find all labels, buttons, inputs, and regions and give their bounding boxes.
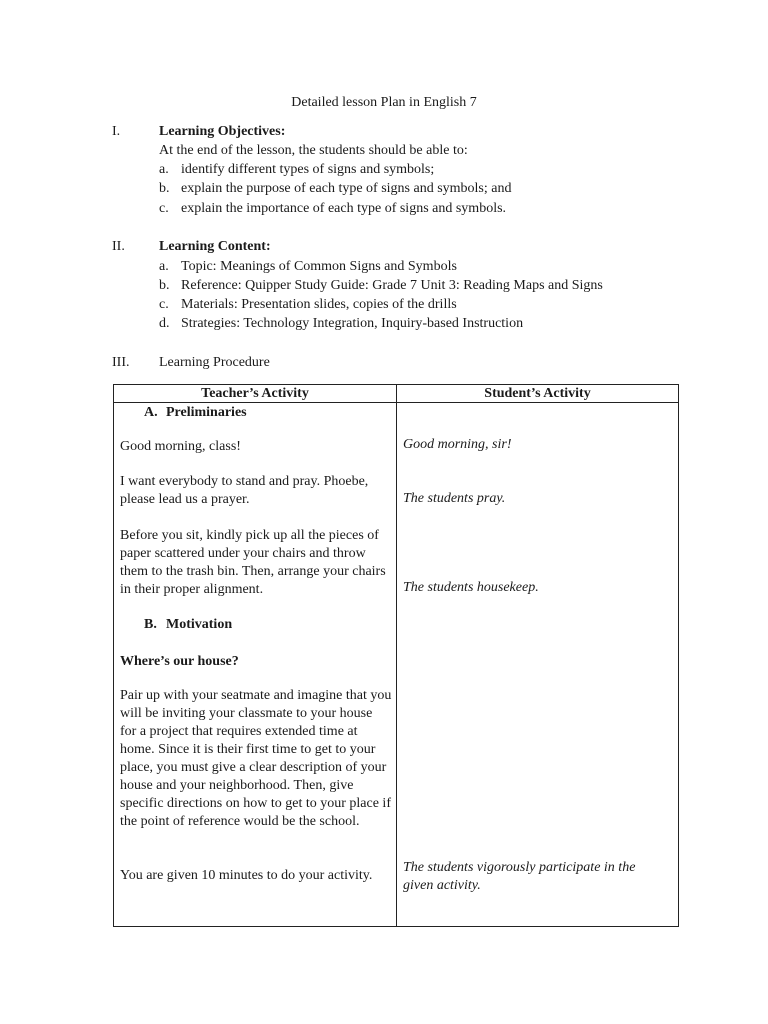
- subheading-letter: B.: [144, 617, 157, 632]
- preliminaries-subheading: [144, 404, 247, 422]
- section-heading: Learning Objectives:: [159, 124, 286, 139]
- subheading-letter: A.: [144, 405, 158, 420]
- list-marker: c.: [159, 201, 169, 216]
- student-prayer-response: The students pray.: [403, 491, 506, 506]
- activity-title: Where’s our house?: [120, 654, 239, 669]
- activity-instructions: Pair up with your seatmate and imagine that you will be inviting your classmate to your house for a project that requires extended time at home. Since it is their first time to get to your place, you must give a clear description of your house and your neighborhood. Then, give specific directions on how to get to your place if the point of reference would be the school.: [120, 688, 392, 829]
- section-numeral: II.: [112, 239, 125, 254]
- list-marker: a.: [159, 259, 169, 274]
- list-marker: d.: [159, 316, 170, 331]
- student-housekeeping-response: The students housekeep.: [403, 580, 539, 595]
- teacher-housekeeping-instruction: Before you sit, kindly pick up all the pieces of paper scattered under your chairs and throw them to the trash bin. Then, arrange your chairs in their proper alignment.: [120, 528, 386, 597]
- student-activity-header: Student’s Activity: [397, 385, 679, 403]
- list-item: explain the purpose of each type of signs and symbols; and: [181, 181, 512, 196]
- teacher-greeting: Good morning, class!: [120, 439, 241, 454]
- procedure-table: [113, 384, 679, 927]
- subheading-label: Preliminaries: [166, 405, 247, 420]
- teacher-prayer-instruction: I want everybody to stand and pray. Phoebe, please lead us a prayer.: [120, 474, 369, 507]
- list-item: Reference: Quipper Study Guide: Grade 7 Unit 3: Reading Maps and Signs: [181, 278, 603, 293]
- list-item: Materials: Presentation slides, copies of the drills: [181, 297, 457, 312]
- section-heading: Learning Content:: [159, 239, 271, 254]
- list-marker: b.: [159, 181, 170, 196]
- activity-time-limit: You are given 10 minutes to do your activity.: [120, 868, 373, 883]
- table-header-row: [114, 385, 679, 403]
- objectives-intro: At the end of the lesson, the students should be able to:: [159, 143, 468, 158]
- document-title: Detailed lesson Plan in English 7: [291, 95, 477, 110]
- section-heading: Learning Procedure: [159, 355, 270, 370]
- list-item: Topic: Meanings of Common Signs and Symbols: [181, 259, 457, 274]
- list-item: explain the importance of each type of signs and symbols.: [181, 201, 507, 216]
- list-marker: c.: [159, 297, 169, 312]
- motivation-subheading: [144, 616, 232, 634]
- list-marker: a.: [159, 162, 169, 177]
- list-item: Strategies: Technology Integration, Inquiry-based Instruction: [181, 316, 524, 331]
- list-item: identify different types of signs and symbols;: [181, 162, 435, 177]
- teacher-activity-cell: [114, 403, 397, 927]
- subheading-label: Motivation: [166, 617, 233, 632]
- list-marker: b.: [159, 278, 170, 293]
- student-activity-cell: [397, 403, 679, 927]
- student-participation-response: The students vigorously participate in the given activity.: [403, 860, 636, 893]
- teacher-activity-header: Teacher’s Activity: [114, 385, 397, 403]
- section-numeral: I.: [112, 124, 121, 139]
- section-numeral: III.: [112, 355, 130, 370]
- table-row: [114, 403, 679, 927]
- student-greeting: Good morning, sir!: [403, 437, 512, 452]
